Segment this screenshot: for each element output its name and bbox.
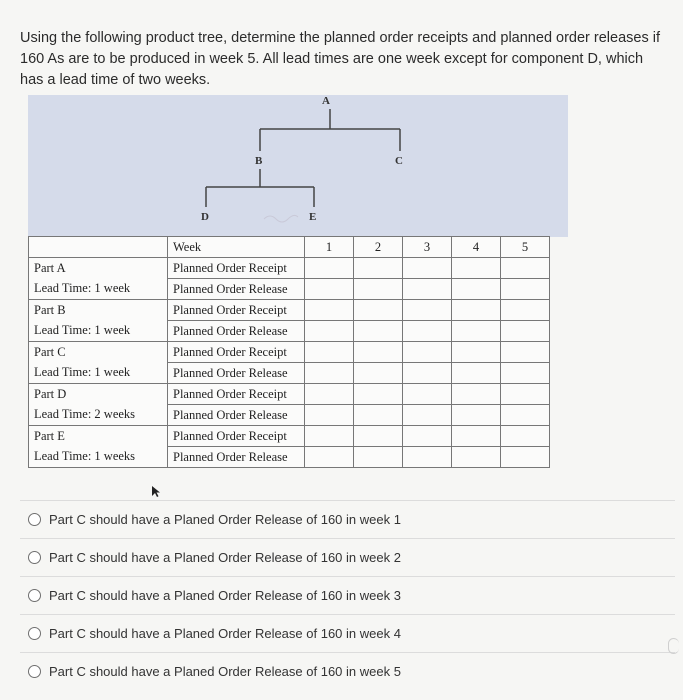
option-label: Part C should have a Planed Order Release of 160 in week 1 [49, 512, 401, 527]
radio-button-icon[interactable] [28, 551, 41, 564]
week-5: 5 [501, 237, 550, 258]
row-label: Planned Order Release [168, 405, 305, 426]
week-header-row [29, 237, 550, 258]
option-label: Part C should have a Planed Order Release of 160 in week 2 [49, 550, 401, 565]
table-row [29, 300, 550, 321]
week-1: 1 [305, 237, 354, 258]
table-corner [29, 237, 168, 258]
row-label: Planned Order Receipt [168, 384, 305, 405]
tree-node-b: B [255, 155, 263, 167]
part-lead-time: Lead Time: 2 weeks [29, 405, 168, 426]
question-text: Using the following product tree, determine the planned order receipts and planned order releases if 160 As are to be produced in week 5. All lead times are one week except for component D, which has a lead time of two weeks. [20, 30, 660, 88]
part-lead-time: Lead Time: 1 week [29, 363, 168, 384]
table-row [29, 279, 550, 300]
answer-option-3[interactable] [20, 576, 675, 614]
week-3: 3 [403, 237, 452, 258]
row-label: Planned Order Receipt [168, 258, 305, 279]
option-label: Part C should have a Planed Order Release of 160 in week 3 [49, 588, 401, 603]
row-label: Planned Order Release [168, 321, 305, 342]
option-label: Part C should have a Planed Order Release of 160 in week 4 [49, 626, 401, 641]
answer-option-2[interactable] [20, 538, 675, 576]
product-tree-figure [28, 95, 568, 475]
product-tree-lines [28, 95, 568, 237]
part-name: Part A [29, 258, 168, 279]
table-row [29, 258, 550, 279]
table-row [29, 384, 550, 405]
table-row [29, 447, 550, 468]
row-label: Planned Order Receipt [168, 342, 305, 363]
tree-node-d: D [201, 211, 209, 223]
table-row [29, 363, 550, 384]
radio-button-icon[interactable] [28, 627, 41, 640]
tree-node-e: E [309, 211, 317, 223]
week-2: 2 [354, 237, 403, 258]
answer-option-4[interactable] [20, 614, 675, 652]
scribble-mark [264, 215, 298, 222]
table-row [29, 426, 550, 447]
week-4: 4 [452, 237, 501, 258]
mouse-pointer-icon [150, 484, 162, 498]
table-row [29, 321, 550, 342]
row-label: Planned Order Receipt [168, 300, 305, 321]
row-label: Planned Order Receipt [168, 426, 305, 447]
tree-node-a: A [322, 95, 330, 107]
part-name: Part B [29, 300, 168, 321]
part-lead-time: Lead Time: 1 weeks [29, 447, 168, 468]
week-label: Week [168, 237, 305, 258]
table-row [29, 342, 550, 363]
row-label: Planned Order Release [168, 279, 305, 300]
radio-button-icon[interactable] [28, 513, 41, 526]
mrp-table [28, 236, 550, 468]
radio-button-icon[interactable] [28, 665, 41, 678]
answer-option-1[interactable] [20, 500, 675, 538]
table-row [29, 405, 550, 426]
row-label: Planned Order Release [168, 447, 305, 468]
part-lead-time: Lead Time: 1 week [29, 279, 168, 300]
part-name: Part D [29, 384, 168, 405]
answer-option-5[interactable] [20, 652, 675, 690]
radio-button-icon[interactable] [28, 589, 41, 602]
edge-bracket-mark [668, 638, 679, 654]
option-label: Part C should have a Planed Order Release of 160 in week 5 [49, 664, 401, 679]
row-label: Planned Order Release [168, 363, 305, 384]
part-name: Part E [29, 426, 168, 447]
answer-options [20, 500, 675, 690]
tree-node-c: C [395, 155, 403, 167]
part-lead-time: Lead Time: 1 week [29, 321, 168, 342]
part-name: Part C [29, 342, 168, 363]
